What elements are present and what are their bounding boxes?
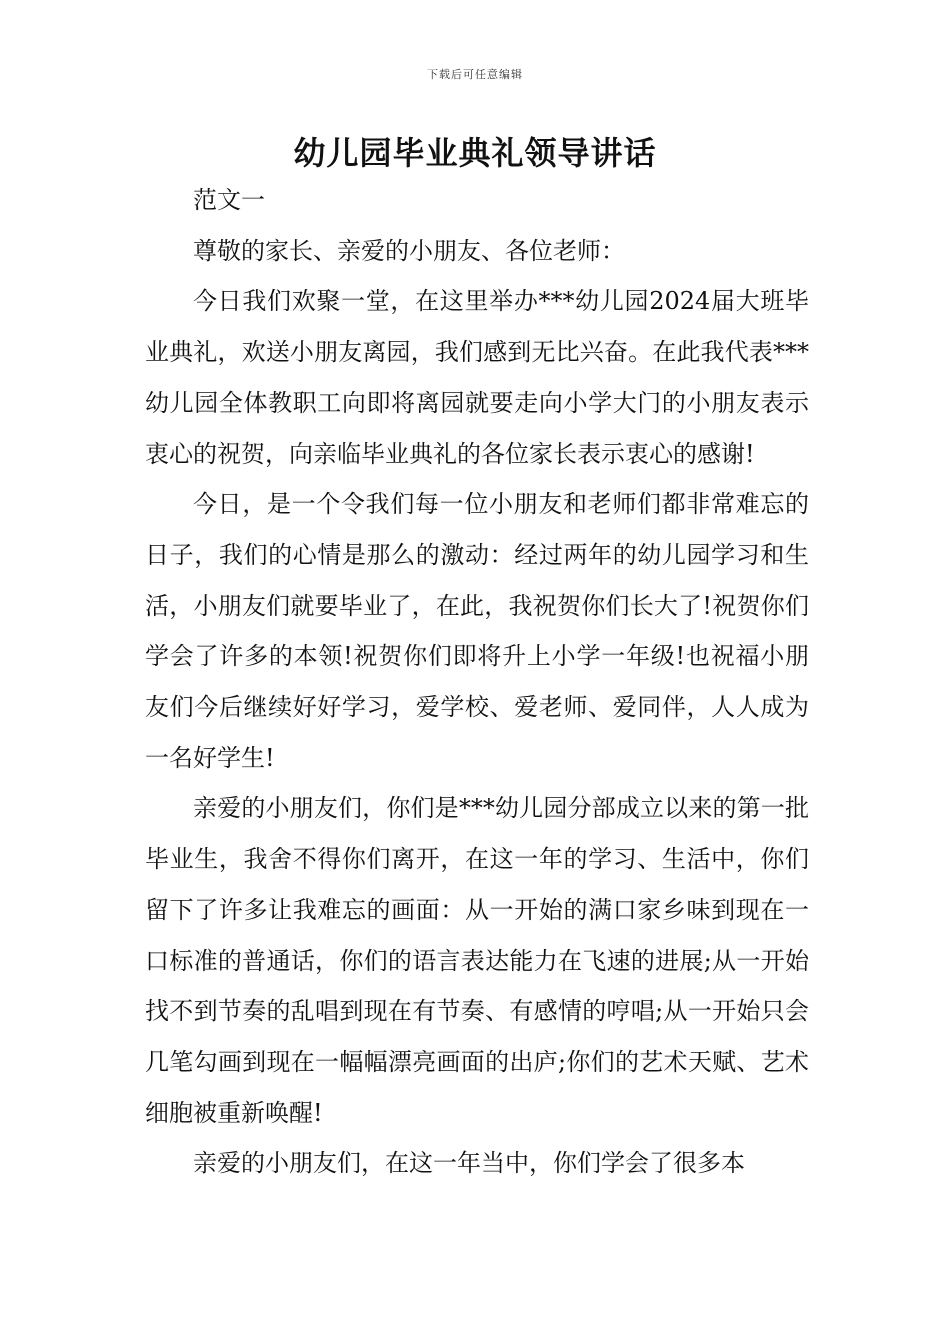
document-body (145, 175, 809, 1189)
paragraph: 今日我们欢聚一堂，在这里举办***幼儿园2024届大班毕业典礼，欢送小朋友离园，我们感到无比兴奋。在此我代表***幼儿园全体教职工向即将离园就要走向小学大门的小朋友表示衷心的祝贺，向亲临毕业典礼的各位家长表示衷心的感谢! (145, 287, 809, 468)
header-note: 下载后可任意编辑 (427, 68, 523, 81)
paragraph: 亲爱的小朋友们，你们是***幼儿园分部成立以来的第一批毕业生，我舍不得你们离开，在这一年的学习、生活中，你们留下了许多让我难忘的画面：从一开始的满口家乡味到现在一口标准的普通话，你们的语言表达能力在飞速的进展;从一开始找不到节奏的乱唱到现在有节奏、有感情的哼唱;从一开始只会几笔勾画到现在一幅幅漂亮画面的出庐;你们的艺术天赋、艺术细胞被重新唤醒! (145, 794, 809, 1127)
paragraph: 今日，是一个令我们每一位小朋友和老师们都非常难忘的日子，我们的心情是那么的激动：经过两年的幼儿园学习和生活，小朋友们就要毕业了，在此，我祝贺你们长大了!祝贺你们学会了许多的本领!祝贺你们即将升上小学一年级!也祝福小朋友们今后继续好好学习，爱学校、爱老师、爱同伴，人人成为一名好学生! (145, 490, 809, 772)
paragraph-salutation: 尊敬的家长、亲爱的小朋友、各位老师： (193, 236, 625, 265)
section-label: 范文一 (193, 186, 265, 214)
document-title: 幼儿园毕业典礼领导讲话 (293, 134, 657, 172)
paragraph: 亲爱的小朋友们，在这一年当中，你们学会了很多本 (193, 1149, 745, 1178)
